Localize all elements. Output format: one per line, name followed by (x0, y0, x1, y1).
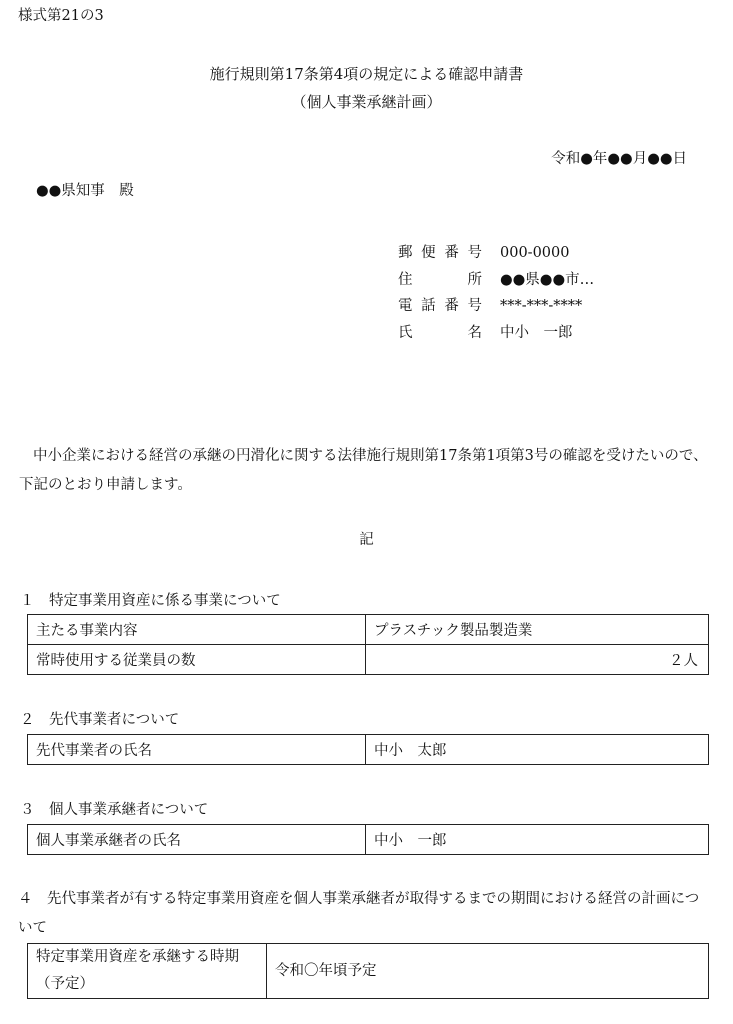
table-row (28, 735, 709, 765)
table-row (28, 645, 709, 675)
ki-heading: 記 (359, 532, 374, 548)
postal-code-label: 郵 便 番 号 (398, 245, 482, 261)
phone-row (398, 293, 594, 320)
addressee: ●●県知事 殿 (36, 183, 134, 199)
table-cell-label: 先代事業者の氏名 (28, 735, 366, 765)
postal-code-row (398, 240, 594, 267)
table-row (28, 944, 709, 999)
table-cell-label: 個人事業承継者の氏名 (28, 825, 366, 855)
table-cell-label: 主たる事業内容 (28, 615, 366, 645)
name-value: 中小 一郎 (500, 324, 573, 341)
document-subtitle: （個人事業承継計画） (291, 93, 442, 111)
document-title: 施行規則第17条第4項の規定による確認申請書 (209, 65, 524, 83)
section-2-heading: ２ 先代事業者について (20, 712, 180, 728)
address-value: ●●県●●市… (500, 271, 595, 288)
name-row (398, 320, 594, 347)
phone-label: 電 話 番 号 (398, 298, 482, 314)
applicant-block (398, 240, 594, 346)
address-label: 住 所 (398, 271, 482, 288)
form-number: 様式第21の3 (18, 8, 104, 24)
table-row (28, 615, 709, 645)
table-cell-label: 特定事業用資産を承継する時期（予定） (28, 944, 267, 999)
application-date: 令和●年●●月●●日 (551, 151, 687, 167)
table-cell-value: 令和〇年頃予定 (267, 944, 709, 999)
table-row (28, 825, 709, 855)
table-cell-value: 中小 一郎 (366, 825, 709, 855)
table-cell-value: ２人 (366, 645, 709, 675)
table-cell-value: 中小 太郎 (366, 735, 709, 765)
section-1-heading: １ 特定事業用資産に係る事業について (20, 593, 281, 609)
section-4-table (27, 943, 709, 999)
address-row (398, 267, 594, 294)
section-3-table (27, 824, 709, 855)
section-3-heading: ３ 個人事業承継者について (20, 802, 209, 818)
section-1-table (27, 614, 709, 675)
postal-code-value: 000-0000 (500, 245, 570, 261)
section-4-heading: ４ 先代事業者が有する特定事業用資産を個人事業承継者が取得するまでの期間における経営の計画について (18, 891, 700, 936)
section-2-table (27, 734, 709, 765)
name-label: 氏 名 (398, 324, 482, 341)
table-cell-value: プラスチック製品製造業 (366, 615, 709, 645)
table-cell-label: 常時使用する従業員の数 (28, 645, 366, 675)
application-statement: 中小企業における経営の承継の円滑化に関する法律施行規則第17条第1項第3号の確認を受けたいので、下記のとおり申請します。 (19, 448, 708, 493)
phone-value: ***-***-**** (500, 298, 583, 314)
